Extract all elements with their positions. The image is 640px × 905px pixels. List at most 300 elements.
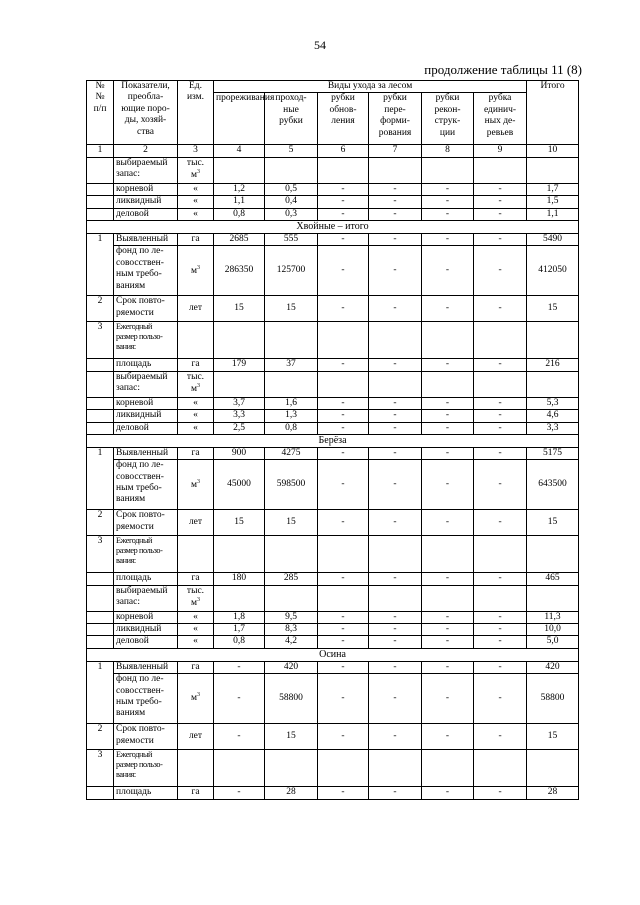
value-cell: 4,2 <box>265 636 318 648</box>
table-cell <box>87 410 114 422</box>
value-cell: - <box>422 624 474 636</box>
unit-cell: $м^3$ <box>178 460 214 510</box>
table-row <box>87 447 579 459</box>
value-cell: - <box>422 787 474 799</box>
value-cell: 5490 <box>527 233 579 245</box>
table-cell <box>87 636 114 648</box>
value-cell: - <box>369 674 422 724</box>
unit-cell: лет <box>178 724 214 750</box>
table-row <box>87 296 579 322</box>
value-cell: - <box>422 661 474 673</box>
value-cell: - <box>318 183 369 195</box>
unit-m3: $м^3$ <box>190 597 200 609</box>
value-cell <box>422 157 474 183</box>
header-indicators: Показатели, преобла- ющие поро- ды, хозяй- ства <box>114 81 178 145</box>
value-cell <box>369 750 422 787</box>
table-cell <box>87 359 114 371</box>
row-label: деловой <box>114 636 178 648</box>
value-cell: - <box>474 296 527 322</box>
value-cell: - <box>318 510 369 536</box>
value-cell: - <box>369 296 422 322</box>
value-cell: 0,4 <box>265 196 318 208</box>
row-label: площадь <box>114 359 178 371</box>
value-cell <box>214 157 265 183</box>
row-label: ликвидный <box>114 196 178 208</box>
value-cell: 11,3 <box>527 611 579 623</box>
value-cell: - <box>474 410 527 422</box>
row-label: фонд по ле- совосствен- ным требо- ваниям <box>114 460 178 510</box>
table-row <box>87 183 579 195</box>
table-row <box>87 196 579 208</box>
value-cell: - <box>474 359 527 371</box>
value-cell <box>422 536 474 573</box>
value-cell <box>369 585 422 611</box>
value-cell: 1,7 <box>527 183 579 195</box>
table-row <box>87 208 579 220</box>
value-cell <box>369 536 422 573</box>
value-cell: 1,1 <box>214 196 265 208</box>
value-cell: 45000 <box>214 460 265 510</box>
value-cell: 1,8 <box>214 611 265 623</box>
value-cell: - <box>318 611 369 623</box>
unit-thousand: тыс. <box>186 371 205 382</box>
table-cell <box>87 208 114 220</box>
row-label: Срок повто- ряемости <box>114 296 178 322</box>
value-cell: - <box>318 674 369 724</box>
row-label: площадь <box>114 573 178 585</box>
value-cell: - <box>474 611 527 623</box>
value-cell <box>527 371 579 397</box>
value-cell: - <box>422 460 474 510</box>
unit-cell: га <box>178 233 214 245</box>
header-care-types: Виды ухода за лесом <box>214 81 527 93</box>
value-cell: - <box>369 460 422 510</box>
row-label: Ежегодный размер пользо- вания: <box>114 750 178 787</box>
unit-cell: лет <box>178 510 214 536</box>
header-c3: рубки обнов- ления <box>318 93 369 145</box>
row-label: фонд по ле- совосствен- ным требо- ваниям <box>114 246 178 296</box>
value-cell: - <box>318 724 369 750</box>
table-row <box>87 585 579 611</box>
row-label: площадь <box>114 787 178 799</box>
value-cell <box>474 371 527 397</box>
unit-cell <box>178 157 214 183</box>
item-number: 3 <box>87 750 114 787</box>
value-cell: 0,8 <box>265 422 318 434</box>
row-label: корневой <box>114 611 178 623</box>
value-cell <box>265 536 318 573</box>
value-cell: - <box>318 460 369 510</box>
value-cell: 15 <box>265 724 318 750</box>
value-cell <box>178 750 214 787</box>
value-cell: - <box>318 636 369 648</box>
value-cell <box>369 371 422 397</box>
value-cell: 286350 <box>214 246 265 296</box>
value-cell: 1,5 <box>527 196 579 208</box>
value-cell: 15 <box>527 724 579 750</box>
value-cell <box>265 750 318 787</box>
value-cell <box>214 536 265 573</box>
table-row <box>87 674 579 724</box>
unit-cell: « <box>178 611 214 623</box>
value-cell: - <box>474 624 527 636</box>
value-cell <box>422 371 474 397</box>
table-cell <box>87 371 114 397</box>
value-cell: - <box>422 410 474 422</box>
value-cell: 125700 <box>265 246 318 296</box>
value-cell: 3,3 <box>214 410 265 422</box>
column-number: 2 <box>114 145 178 157</box>
unit-thousand: тыс. <box>186 157 205 168</box>
value-cell <box>474 536 527 573</box>
value-cell <box>214 750 265 787</box>
value-cell: - <box>318 246 369 296</box>
value-cell: 1,1 <box>527 208 579 220</box>
value-cell: 0,8 <box>214 208 265 220</box>
unit-cell: $м^3$ <box>178 674 214 724</box>
value-cell: 1,2 <box>214 183 265 195</box>
value-cell: - <box>422 510 474 536</box>
value-cell: 3,7 <box>214 397 265 409</box>
value-cell <box>474 750 527 787</box>
value-cell: 37 <box>265 359 318 371</box>
value-cell: 15 <box>527 296 579 322</box>
value-cell: 5175 <box>527 447 579 459</box>
value-cell: 420 <box>265 661 318 673</box>
value-cell: 0,8 <box>214 636 265 648</box>
value-cell: - <box>422 422 474 434</box>
value-cell: - <box>474 460 527 510</box>
value-cell: - <box>369 397 422 409</box>
unit-cell <box>178 585 214 611</box>
value-cell: - <box>318 447 369 459</box>
value-cell: - <box>214 724 265 750</box>
row-label: деловой <box>114 208 178 220</box>
value-cell: 2685 <box>214 233 265 245</box>
value-cell: - <box>422 724 474 750</box>
value-cell: - <box>422 183 474 195</box>
value-cell: - <box>369 447 422 459</box>
unit-cell: га <box>178 359 214 371</box>
header-c2: проход- ные рубки <box>265 93 318 145</box>
value-cell: - <box>318 787 369 799</box>
value-cell: - <box>422 674 474 724</box>
item-number: 1 <box>87 233 114 295</box>
value-cell: - <box>369 573 422 585</box>
value-cell: 412050 <box>527 246 579 296</box>
value-cell: - <box>369 636 422 648</box>
value-cell <box>369 157 422 183</box>
unit-cell: « <box>178 397 214 409</box>
value-cell: 58800 <box>265 674 318 724</box>
value-cell <box>214 322 265 359</box>
value-cell: - <box>474 573 527 585</box>
section-title: Берёза <box>87 434 579 447</box>
unit-cell: га <box>178 573 214 585</box>
value-cell: - <box>318 573 369 585</box>
value-cell: 900 <box>214 447 265 459</box>
table-row <box>87 246 579 296</box>
table-row <box>87 157 579 183</box>
table-row <box>87 611 579 623</box>
table-cell <box>87 611 114 623</box>
row-label: корневой <box>114 183 178 195</box>
value-cell <box>318 536 369 573</box>
value-cell: - <box>474 233 527 245</box>
column-number: 4 <box>214 145 265 157</box>
unit-cell: « <box>178 636 214 648</box>
value-cell: - <box>474 510 527 536</box>
value-cell: 5,0 <box>527 636 579 648</box>
value-cell: 28 <box>527 787 579 799</box>
value-cell: - <box>369 611 422 623</box>
value-cell: - <box>474 183 527 195</box>
value-cell: 4,6 <box>527 410 579 422</box>
table-row <box>87 359 579 371</box>
value-cell <box>318 750 369 787</box>
row-label: Выявленный <box>114 233 178 245</box>
value-cell <box>527 585 579 611</box>
table-row <box>87 510 579 536</box>
value-cell: - <box>474 397 527 409</box>
row-label: Ежегодный размер пользо- вания: <box>114 322 178 359</box>
row-label: Срок повто- ряемости <box>114 724 178 750</box>
unit-cell: « <box>178 183 214 195</box>
unit-cell: $м^3$ <box>178 246 214 296</box>
row-label: фонд по ле- совосствен- ным требо- ваниям <box>114 674 178 724</box>
value-cell <box>265 371 318 397</box>
table-row <box>87 536 579 573</box>
forest-care-table <box>86 80 579 800</box>
value-cell: 0,5 <box>265 183 318 195</box>
value-cell <box>178 322 214 359</box>
column-number: 3 <box>178 145 214 157</box>
row-label: ликвидный <box>114 410 178 422</box>
item-number: 3 <box>87 322 114 359</box>
value-cell <box>318 322 369 359</box>
value-cell: - <box>318 359 369 371</box>
unit-cell: « <box>178 422 214 434</box>
table-row <box>87 322 579 359</box>
value-cell: - <box>474 724 527 750</box>
value-cell <box>214 585 265 611</box>
table-row <box>87 724 579 750</box>
table-row <box>87 624 579 636</box>
unit-cell: « <box>178 208 214 220</box>
table-cell <box>87 397 114 409</box>
value-cell: 643500 <box>527 460 579 510</box>
value-cell: - <box>369 787 422 799</box>
value-cell: 285 <box>265 573 318 585</box>
value-cell: - <box>318 624 369 636</box>
value-cell: 555 <box>265 233 318 245</box>
value-cell: - <box>474 787 527 799</box>
header-c1: прореживания <box>214 93 265 145</box>
value-cell: - <box>369 661 422 673</box>
row-label: выбираемый запас: <box>114 585 178 611</box>
value-cell <box>422 585 474 611</box>
value-cell: 9,5 <box>265 611 318 623</box>
row-label: выбираемый запас: <box>114 157 178 183</box>
value-cell <box>265 157 318 183</box>
unit-cell: « <box>178 410 214 422</box>
value-cell <box>474 322 527 359</box>
value-cell: - <box>369 183 422 195</box>
table-cell <box>87 422 114 434</box>
value-cell: - <box>474 636 527 648</box>
value-cell: 598500 <box>265 460 318 510</box>
value-cell: 216 <box>527 359 579 371</box>
value-cell: - <box>422 397 474 409</box>
section-title-row <box>87 648 579 661</box>
value-cell: - <box>369 233 422 245</box>
table-row <box>87 787 579 799</box>
value-cell: - <box>422 196 474 208</box>
table-row <box>87 636 579 648</box>
table-row <box>87 371 579 397</box>
unit-cell: га <box>178 447 214 459</box>
value-cell: - <box>422 447 474 459</box>
value-cell: - <box>422 233 474 245</box>
table-row <box>87 233 579 245</box>
unit-cell <box>178 371 214 397</box>
value-cell: - <box>474 246 527 296</box>
value-cell: - <box>318 208 369 220</box>
value-cell: 3,3 <box>527 422 579 434</box>
row-label: Выявленный <box>114 447 178 459</box>
value-cell: - <box>318 196 369 208</box>
value-cell: - <box>318 661 369 673</box>
value-cell <box>422 750 474 787</box>
value-cell <box>318 371 369 397</box>
value-cell: 15 <box>265 296 318 322</box>
value-cell: - <box>369 510 422 536</box>
value-cell: 15 <box>265 510 318 536</box>
header-num: № № п/п <box>87 81 114 145</box>
column-number-row <box>87 145 579 157</box>
table-row <box>87 422 579 434</box>
value-cell: - <box>369 208 422 220</box>
value-cell: - <box>369 359 422 371</box>
value-cell: - <box>369 624 422 636</box>
unit-thousand: тыс. <box>186 585 205 596</box>
value-cell: - <box>474 422 527 434</box>
table-row <box>87 661 579 673</box>
value-cell: - <box>369 196 422 208</box>
value-cell: - <box>214 787 265 799</box>
value-cell: - <box>474 661 527 673</box>
value-cell <box>527 322 579 359</box>
row-label: Срок повто- ряемости <box>114 510 178 536</box>
table-cell <box>87 573 114 585</box>
table-cell <box>87 157 114 183</box>
value-cell <box>265 322 318 359</box>
value-cell: 2,5 <box>214 422 265 434</box>
header-unit: Ед. изм. <box>178 81 214 145</box>
value-cell <box>318 157 369 183</box>
value-cell <box>318 585 369 611</box>
table-continuation-label: продолжение таблицы 11 (8) <box>424 62 582 77</box>
value-cell: 5,3 <box>527 397 579 409</box>
value-cell: - <box>214 674 265 724</box>
value-cell: - <box>369 410 422 422</box>
page-number: 54 <box>314 38 326 52</box>
table-row <box>87 397 579 409</box>
value-cell: - <box>318 233 369 245</box>
value-cell: - <box>422 359 474 371</box>
row-label: Выявленный <box>114 661 178 673</box>
value-cell: - <box>474 208 527 220</box>
table-row <box>87 573 579 585</box>
value-cell <box>422 322 474 359</box>
column-number: 8 <box>422 145 474 157</box>
section-title-row <box>87 220 579 233</box>
value-cell: - <box>369 422 422 434</box>
row-label: выбираемый запас: <box>114 371 178 397</box>
unit-m3: $м^3$ <box>190 383 200 395</box>
value-cell: 58800 <box>527 674 579 724</box>
item-number: 1 <box>87 661 114 723</box>
table-cell <box>87 787 114 799</box>
value-cell: 0,3 <box>265 208 318 220</box>
value-cell: 180 <box>214 573 265 585</box>
item-number: 2 <box>87 724 114 750</box>
value-cell: - <box>422 296 474 322</box>
value-cell: 10,0 <box>527 624 579 636</box>
value-cell: 15 <box>214 510 265 536</box>
header-total: Итого <box>527 81 579 145</box>
table-row <box>87 750 579 787</box>
value-cell: - <box>369 724 422 750</box>
header-c5: рубки рекон- струк- ции <box>422 93 474 145</box>
unit-cell: « <box>178 624 214 636</box>
unit-cell: лет <box>178 296 214 322</box>
column-number: 10 <box>527 145 579 157</box>
value-cell: - <box>474 196 527 208</box>
row-label: Ежегодный размер пользо- вания: <box>114 536 178 573</box>
column-number: 5 <box>265 145 318 157</box>
unit-cell: « <box>178 196 214 208</box>
table-cell <box>87 585 114 611</box>
table-row <box>87 410 579 422</box>
value-cell: 15 <box>214 296 265 322</box>
section-title: Осина <box>87 648 579 661</box>
value-cell: - <box>318 422 369 434</box>
item-number: 1 <box>87 447 114 509</box>
value-cell: - <box>369 246 422 296</box>
table-cell <box>87 183 114 195</box>
value-cell: 8,3 <box>265 624 318 636</box>
value-cell: - <box>422 246 474 296</box>
value-cell <box>527 536 579 573</box>
value-cell: 1,3 <box>265 410 318 422</box>
header-c6: рубка единич- ных де- ревьев <box>474 93 527 145</box>
value-cell: 28 <box>265 787 318 799</box>
value-cell: 420 <box>527 661 579 673</box>
value-cell: 465 <box>527 573 579 585</box>
value-cell: 1,7 <box>214 624 265 636</box>
value-cell <box>474 585 527 611</box>
value-cell: 15 <box>527 510 579 536</box>
table-cell <box>87 196 114 208</box>
value-cell <box>178 536 214 573</box>
column-number: 6 <box>318 145 369 157</box>
value-cell: - <box>318 410 369 422</box>
table-cell <box>87 624 114 636</box>
value-cell <box>474 157 527 183</box>
value-cell: - <box>422 208 474 220</box>
row-label: ликвидный <box>114 624 178 636</box>
